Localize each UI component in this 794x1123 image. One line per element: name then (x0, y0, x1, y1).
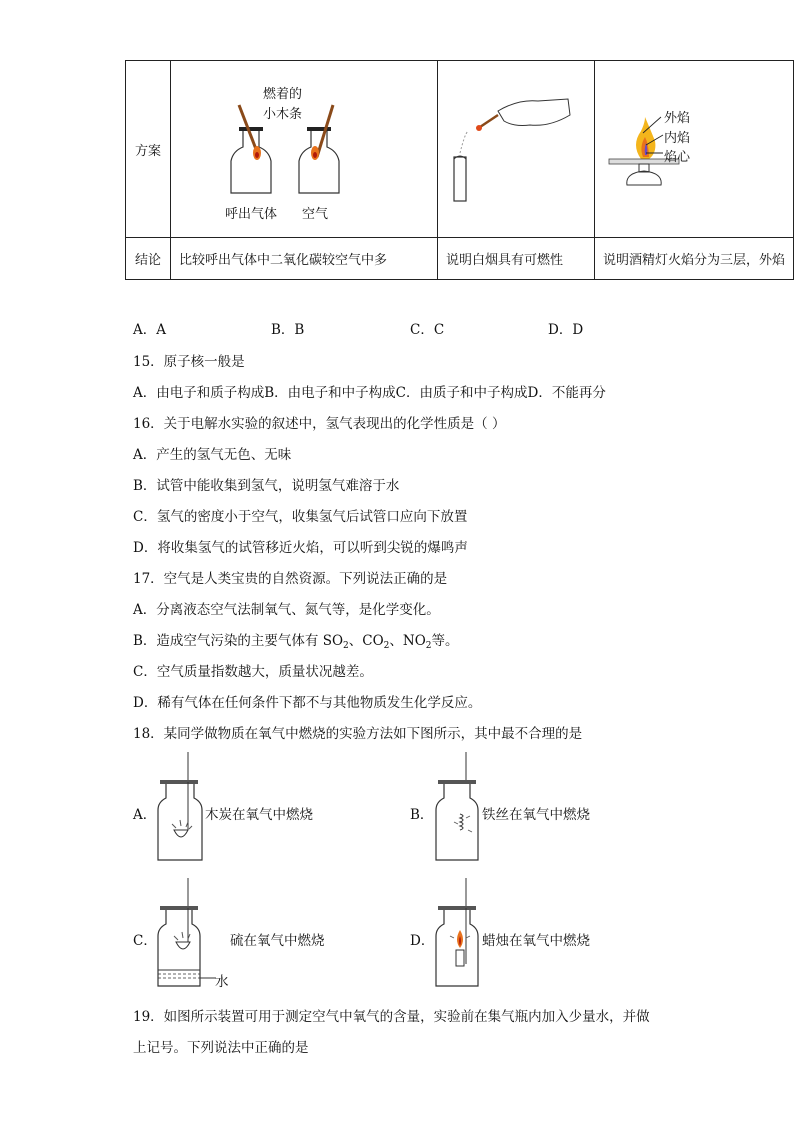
subscript-so2: 2 (343, 641, 349, 651)
q14-option-b: B．B (271, 322, 305, 338)
candle-bottle-figure (430, 878, 486, 990)
subscript-co2: 2 (383, 641, 390, 651)
iron-wire-bottle-figure (430, 752, 486, 864)
q18-letter-a: A． (133, 807, 157, 823)
scheme-b-cell (438, 61, 595, 238)
q18-text-a: 木炭在氧气中燃烧 (205, 807, 313, 823)
q18-text-c: 硫在氧气中燃烧 (230, 933, 325, 949)
label-stick: 小木条 (263, 107, 303, 122)
q17-option-a: A．分离液态空气法制氧气、氮气等，是化学变化。 (133, 602, 440, 618)
row-label-conclusion: 结论 (126, 238, 171, 280)
label-exhaled-gas: 呼出气体 (225, 207, 278, 222)
q17-stem: 17．空气是人类宝贵的自然资源。下列说法正确的是 (133, 571, 448, 587)
q17-b-co: 、CO (348, 633, 384, 649)
q15-stem: 15．原子核一般是 (133, 354, 245, 370)
q17-option-b (133, 629, 459, 651)
q18-text-b: 铁丝在氧气中燃烧 (482, 807, 590, 823)
label-outer-flame: 外焰 (664, 111, 691, 126)
q17-option-c: C．空气质量指数越大，质量状况越差。 (133, 664, 373, 680)
q17-b-post: 等。 (431, 633, 459, 649)
q16-option-b: B．试管中能收集到氢气，说明氢气难溶于水 (133, 478, 400, 494)
label-inner-flame: 内焰 (664, 131, 691, 146)
conclusion-b: 说明白烟具有可燃性 (438, 238, 595, 280)
q18-stem: 18．某同学做物质在氧气中燃烧的实验方法如下图所示，其中最不合理的是 (133, 726, 583, 742)
white-smoke-candle-figure (438, 61, 594, 237)
q16-option-a: A．产生的氢气无色、无味 (133, 447, 292, 463)
q17-b-pre: B．造成空气污染的主要气体有 SO (133, 633, 344, 649)
label-flame-core: 焰心 (664, 150, 691, 165)
subscript-no2: 2 (425, 641, 432, 651)
label-air: 空气 (302, 207, 329, 222)
q16-option-d: D．将收集氢气的试管移近火焰，可以听到尖锐的爆鸣声 (133, 540, 468, 556)
scheme-a-cell (171, 61, 438, 238)
scheme-c-cell (595, 61, 794, 238)
q17-option-d: D．稀有气体在任何条件下都不与其他物质发生化学反应。 (133, 695, 482, 711)
q19-line2: 上记号。下列说法中正确的是 (133, 1040, 309, 1056)
q14-option-c: C．C (410, 322, 445, 338)
q18-letter-b: B． (410, 807, 434, 823)
conclusion-c: 说明酒精灯火焰分为三层，外焰 (595, 238, 794, 280)
q14-option-a: A．A (133, 322, 166, 338)
q17-b-no: 、NO (389, 633, 426, 649)
q18-text-d: 蜡烛在氧气中燃烧 (482, 933, 590, 949)
row-label-scheme: 方案 (126, 61, 171, 238)
q18-letter-c: C． (133, 933, 157, 949)
q16-stem: 16．关于电解水实验的叙述中，氢气表现出的化学性质是（ ） (133, 416, 506, 432)
q18-letter-d: D． (410, 933, 435, 949)
q15-options: A．由电子和质子构成B．由电子和中子构成C．由质子和中子构成D．不能再分 (133, 385, 606, 401)
label-burning: 燃着的 (263, 87, 303, 102)
q19-line1: 19．如图所示装置可用于测定空气中氧气的含量，实验前在集气瓶内加入少量水，并做 (133, 1009, 650, 1025)
q18-water-label: 水 (215, 974, 229, 990)
conclusion-a: 比较呼出气体中二氧化碳较空气中多 (171, 238, 438, 280)
q16-option-c: C．氢气的密度小于空气，收集氢气后试管口应向下放置 (133, 509, 468, 525)
experiment-table (125, 60, 794, 280)
q14-option-d: D．D (548, 322, 584, 338)
charcoal-bottle-figure (150, 752, 210, 864)
alcohol-lamp-flame-figure (595, 61, 793, 237)
